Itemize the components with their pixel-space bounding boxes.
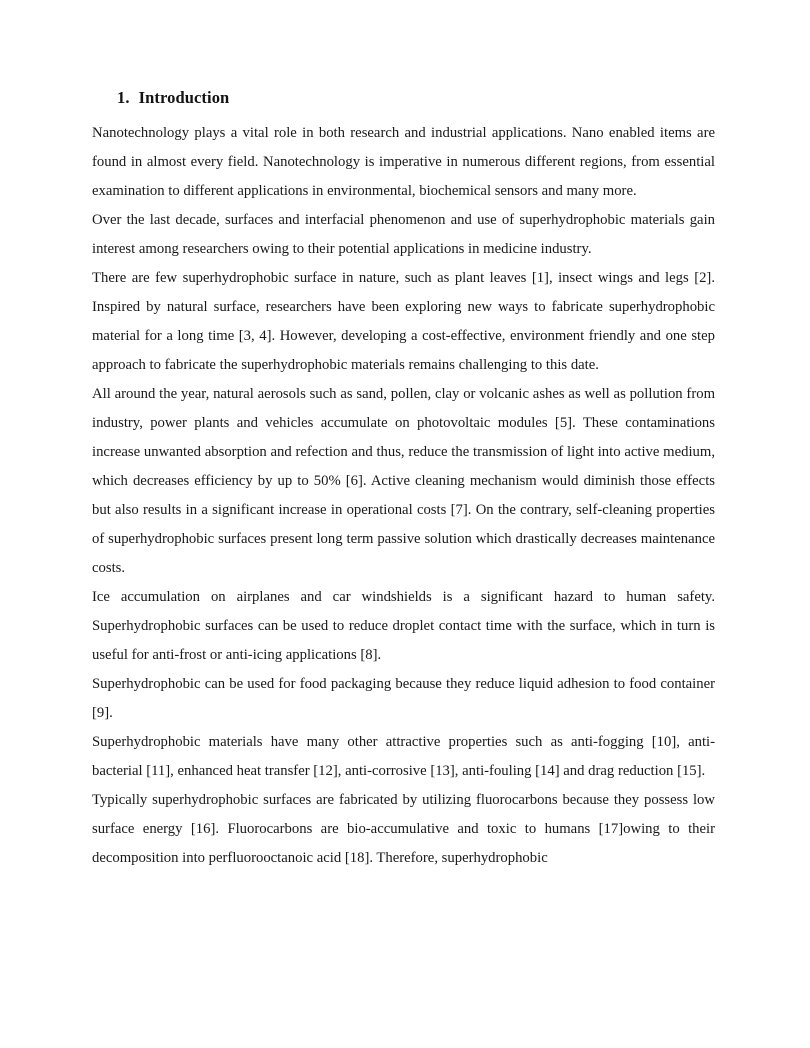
paragraph: All around the year, natural aerosols such as sand, pollen, clay or volcanic ashes as well as pollution from industry, power plants and vehicles accumulate on photovoltaic modules [5]. These contaminations increase unwanted absorption and refection and thus, reduce the transmission of light into active medium, which decreases efficiency by up to 50% [6]. Active cleaning mechanism would diminish those effects but also results in a significant increase in operational costs [7]. On the contrary, self-cleaning properties of superhydrophobic surfaces present long term passive solution which drastically decreases maintenance costs. <box>92 386 715 576</box>
paragraph: Ice accumulation on airplanes and car windshields is a significant hazard to human safety. Superhydrophobic surfaces can be used to reduce droplet contact time with the surface, which in turn is useful for anti-frost or anti-icing applications [8]. <box>92 589 715 663</box>
paragraph: There are few superhydrophobic surface in nature, such as plant leaves [1], insect wings and legs [2]. Inspired by natural surface, researchers have been exploring new ways to fabricate superhydrophobic material for a long time [3, 4]. However, developing a cost-effective, environment friendly and one step approach to fabricate the superhydrophobic materials remains challenging to this date. <box>92 270 715 373</box>
paragraph: Over the last decade, surfaces and interfacial phenomenon and use of superhydrophobic materials gain interest among researchers owing to their potential applications in medicine industry. <box>92 212 715 257</box>
page-content <box>92 88 715 873</box>
section-title: Introduction <box>138 88 230 107</box>
paragraph: Superhydrophobic materials have many other attractive properties such as anti-fogging [10], anti-bacterial [11], enhanced heat transfer [12], anti-corrosive [13], anti-fouling [14] and drag reduction [15]. <box>92 734 715 779</box>
paragraph: Superhydrophobic can be used for food packaging because they reduce liquid adhesion to food container [9]. <box>92 676 715 721</box>
paragraph: Typically superhydrophobic surfaces are fabricated by utilizing fluorocarbons because they possess low surface energy [16]. Fluorocarbons are bio-accumulative and toxic to humans [17]owing to their decomposition into perfluorooctanoic acid [18]. Therefore, superhydrophobic <box>92 792 715 866</box>
paragraph: Nanotechnology plays a vital role in both research and industrial applications. Nano enabled items are found in almost every field. Nanotechnology is imperative in numerous different regions, from essential examination to different applications in environmental, biochemical sensors and many more. <box>92 125 715 199</box>
section-heading <box>92 88 715 108</box>
section-number: 1. <box>117 88 130 107</box>
